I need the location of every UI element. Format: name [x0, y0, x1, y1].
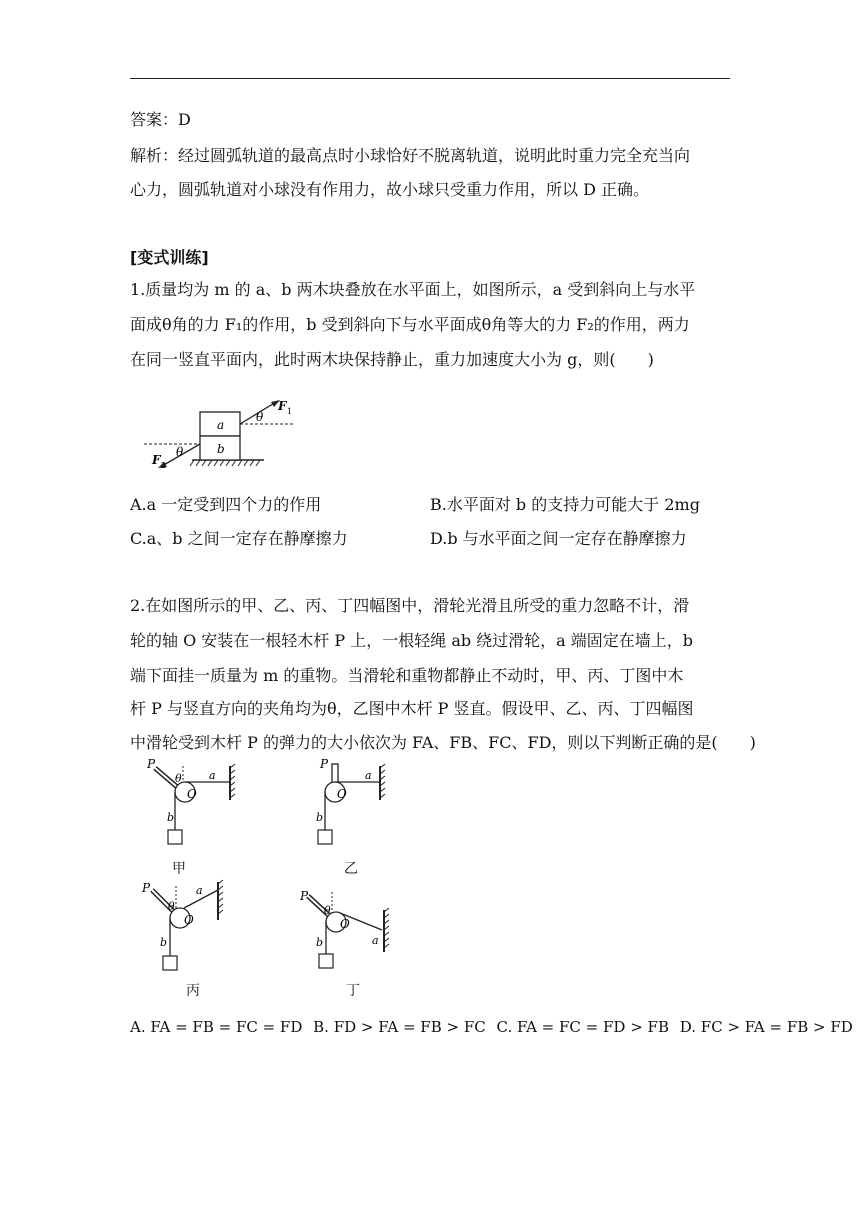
- q2-options-row: [130, 1018, 859, 1036]
- q1-option-b: B.水平面对 b 的支持力可能大于 2mg: [430, 495, 700, 514]
- label-b: b: [167, 811, 175, 824]
- pulley-diagram-bing: [140, 878, 240, 973]
- analysis-line-1: 解析：经过圆弧轨道的最高点时小球恰好不脱离轨道，说明此时重力完全充当向: [130, 146, 691, 165]
- header-rule: [130, 78, 730, 79]
- analysis-line-2: 心力，圆弧轨道对小球没有作用力，故小球只受重力作用，所以 D 正确。: [130, 180, 650, 199]
- q1-line-2: 面成θ角的力 F₁的作用，b 受到斜向下与水平面成θ角等大的力 F₂的作用，两力: [130, 315, 690, 334]
- label-o: O: [340, 917, 350, 931]
- f2-subscript: 2: [161, 461, 167, 470]
- f2-label: F: [152, 453, 161, 467]
- answer-line: 答案：D: [130, 110, 191, 129]
- q1-option-a: A.a 一定受到四个力的作用: [130, 495, 322, 514]
- pulley-diagram-jia: [145, 758, 245, 853]
- caption-yi: 乙: [344, 861, 358, 877]
- label-o: O: [337, 787, 347, 801]
- q2-line-1: 2.在如图所示的甲、乙、丙、丁四幅图中，滑轮光滑且所受的重力忽略不计，滑: [130, 596, 690, 615]
- block-b-label: b: [217, 442, 225, 456]
- f1-subscript: 1: [287, 407, 293, 416]
- block-a-label: a: [217, 418, 225, 432]
- theta-1-label: θ: [256, 410, 264, 424]
- label-a: a: [196, 884, 203, 897]
- label-p: P: [147, 758, 156, 771]
- theta-2-label: θ: [176, 445, 184, 459]
- label-theta: θ: [168, 900, 175, 913]
- label-a: a: [365, 769, 372, 782]
- label-p: P: [300, 889, 309, 903]
- caption-bing: 丙: [186, 983, 200, 999]
- label-theta: θ: [324, 904, 331, 917]
- f1-label: F: [278, 399, 287, 413]
- q1-line-1: 1.质量均为 m 的 a、b 两木块叠放在水平面上，如图所示，a 受到斜向上与水平: [130, 280, 696, 299]
- q2-option-c: C. FA = FC = FD > FB: [496, 1018, 669, 1036]
- section-title: [变式训练]: [130, 248, 209, 267]
- q1-blocks-figure: [140, 388, 310, 478]
- label-p: P: [320, 758, 329, 771]
- label-a: a: [209, 769, 216, 782]
- label-p: P: [142, 881, 151, 895]
- q1-option-d: D.b 与水平面之间一定存在静摩擦力: [430, 529, 687, 548]
- label-a: a: [372, 934, 379, 947]
- label-theta: θ: [175, 772, 182, 785]
- label-b: b: [316, 936, 324, 949]
- q2-line-5: 中滑轮受到木杆 P 的弹力的大小依次为 FA、FB、FC、FD，则以下判断正确的是( ): [130, 733, 756, 752]
- label-b: b: [160, 936, 168, 949]
- label-b: b: [316, 811, 324, 824]
- caption-jia: 甲: [172, 861, 186, 877]
- q2-line-2: 轮的轴 O 安装在一根轻木杆 P 上，一根轻绳 ab 绕过滑轮，a 端固定在墙上，b: [130, 631, 694, 650]
- q2-line-4: 杆 P 与竖直方向的夹角均为θ，乙图中木杆 P 竖直。假设甲、乙、丙、丁四幅图: [130, 699, 694, 718]
- pulley-diagram-ding: [300, 888, 400, 973]
- q2-option-b: B. FD > FA = FB > FC: [313, 1018, 486, 1036]
- label-o: O: [187, 787, 197, 801]
- q2-line-3: 端下面挂一质量为 m 的重物。当滑轮和重物都静止不动时，甲、丙、丁图中木: [130, 666, 684, 685]
- q1-line-3: 在同一竖直平面内，此时两木块保持静止，重力加速度大小为 g，则( ): [130, 350, 654, 369]
- q2-option-a: A. FA = FB = FC = FD: [130, 1018, 303, 1036]
- caption-ding: 丁: [346, 983, 360, 999]
- label-o: O: [184, 913, 194, 927]
- q2-option-d: D. FC > FA = FB > FD: [679, 1018, 853, 1036]
- q1-option-c: C.a、b 之间一定存在静摩擦力: [130, 529, 348, 548]
- pulley-diagram-yi: [310, 758, 410, 853]
